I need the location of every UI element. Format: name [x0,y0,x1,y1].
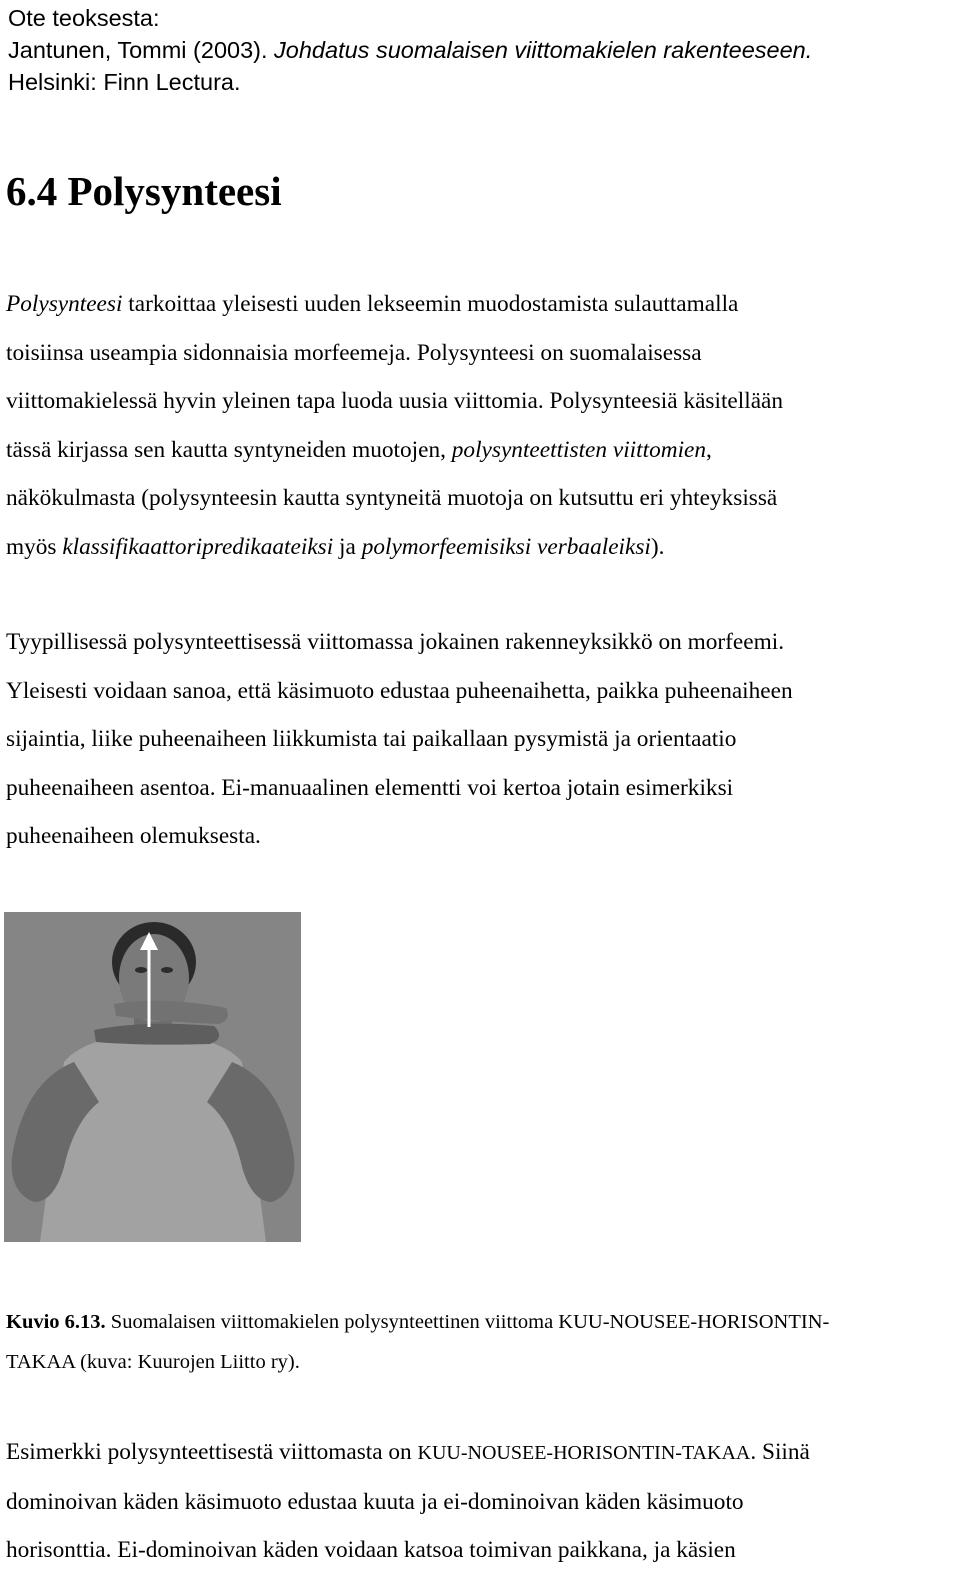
paragraph-line: viittomakielessä hyvin yleinen tapa luoda uusia viittomia. Polysynteesiä käsitellään [6,388,784,415]
text-span: Suomalaisen viittomakielen polysynteettinen viittoma KUU-NOUSEE-HORISONTIN- [105,1311,830,1333]
sign-photo-illustration [4,912,301,1242]
paragraph-line [6,426,958,475]
text-span: . Siinä [750,1439,810,1465]
text-span: ). [650,533,665,560]
signer-eye-left [135,967,147,973]
paragraph-line [6,523,958,572]
text-span: myös [6,533,63,560]
term-klassifikaattoripredikaateiksi: klassifikaattoripredikaateiksi [62,533,334,560]
caption-line [6,1302,956,1342]
sign-gloss: KUU-NOUSEE-HORISONTIN-TAKAA [417,1442,751,1464]
text-span: , [706,436,712,463]
caption-label: Kuvio 6.13. [6,1311,106,1333]
caption-line: TAKAA (kuva: Kuurojen Liitto ry). [6,1351,300,1373]
paragraph-line: dominoivan käden käsimuoto edustaa kuuta ja ei-dominoivan käden käsimuoto [6,1488,744,1515]
section-heading: 6.4 Polysynteesi [6,168,282,214]
source-citation [8,2,812,98]
sign-photo [4,912,301,1242]
paragraph-line: näkökulmasta (polysynteesin kautta syntyneitä muotoja on kutsuttu eri yhteyksissä [6,485,778,512]
text-span: ja [333,533,362,560]
source-author: Jantunen, Tommi (2003). [8,37,275,63]
paragraph-2 [6,618,958,861]
paragraph-line: puheenaiheen olemuksesta. [6,823,261,849]
source-book-title: Johdatus suomalaisen viittomakielen rakenteeseen. [274,37,813,63]
source-author-title [8,34,812,66]
text-span: tarkoittaa yleisesti uuden lekseemin muodostamista sulauttamalla [122,291,739,317]
term-polymorfeemisiksi-verbaaleiksi: polymorfeemisiksi verbaaleiksi [361,533,651,560]
source-label: Ote teoksesta: [8,5,160,31]
paragraph-1 [6,280,958,572]
paragraph-line: Yleisesti voidaan sanoa, että käsimuoto edustaa puheenaihetta, paikka puheenaiheen [6,677,793,704]
paragraph-3 [6,1428,958,1575]
text-span: Esimerkki polysynteettisestä viittomasta on [6,1439,418,1465]
paragraph-line: toisiinsa useampia sidonnaisia morfeemeja. Polysynteesi on suomalaisessa [6,339,702,366]
signer-eye-right [161,967,173,973]
paragraph-line: Tyypillisessä polysynteettisessä viittomassa jokainen rakenneyksikkö on morfeemi. [6,629,785,655]
paragraph-line: sijaintia, liike puheenaiheen liikkumista tai paikallaan pysymistä ja orientaatio [6,726,737,752]
paragraph-line: horisonttia. Ei-dominoivan käden voidaan katsoa toimivan paikkana, ja käsien [6,1537,736,1563]
text-span: tässä kirjassa sen kautta syntyneiden muotojen, [6,436,452,463]
term-polysynteettisten-viittomien: polysynteettisten viittomien [451,436,707,463]
term-polysynteesi: Polysynteesi [6,291,123,317]
paragraph-line [6,280,958,329]
source-publisher: Helsinki: Finn Lectura. [8,69,241,95]
paragraph-line [6,1428,958,1478]
paragraph-line: puheenaiheen asentoa. Ei-manuaalinen elementti voi kertoa jotain esimerkiksi [6,774,734,801]
figure-caption [6,1302,956,1382]
